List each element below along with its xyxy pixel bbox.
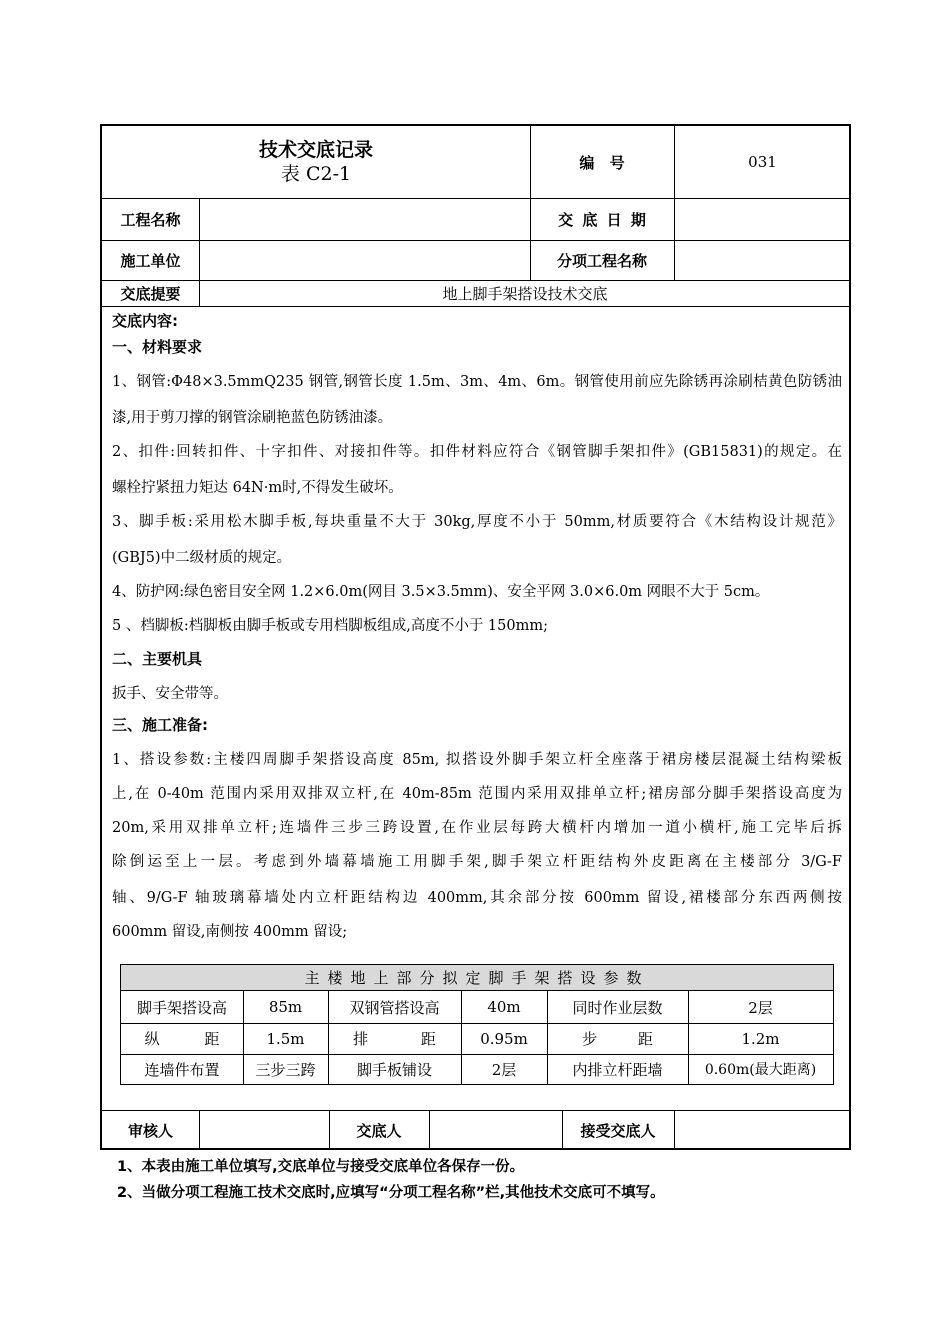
- material-item-1-cont: 漆,用于剪刀撑的钢管涂刷艳蓝色防锈油漆。: [112, 410, 393, 426]
- param-cell: 0.95m: [480, 1029, 528, 1048]
- param-cell: 0.60m(最大距离): [704, 1062, 817, 1078]
- param-cell: 同时作业层数: [572, 998, 663, 1017]
- param-cell: 内排立杆距墙: [572, 1060, 663, 1079]
- row-divider: [102, 306, 849, 307]
- material-item-4: 4、防护网:绿色密目安全网 1.2×6.0m(网目 3.5×3.5mm)、安全平网 3.0×6.0m 网眼不大于 5cm。: [112, 584, 770, 600]
- form-title: [102, 126, 530, 198]
- scaffold-parameter-table: [120, 964, 834, 1085]
- param-cell: 脚手架搭设高: [136, 998, 227, 1017]
- param-cell: 双钢管搭设高: [349, 998, 440, 1017]
- subproject-label: 分项工程名称: [556, 251, 647, 270]
- prep-line-3: 20m,采用双排单立杆;连墙件三步三跨设置,在作业层每跨大横杆内增加一道小横杆,施工完毕后拆: [112, 820, 842, 836]
- content-heading: 交底内容:: [112, 312, 178, 330]
- form-title-code: 表 C2-1: [280, 163, 352, 185]
- footnote-2: 2、当做分项工程施工技术交底时,应填写“分项工程名称”栏,其他技术交底可不填写。: [117, 1185, 665, 1201]
- param-cell: 85m: [268, 998, 303, 1016]
- param-cell: 1.2m: [741, 1029, 780, 1048]
- material-item-3-cont: (GBJ5)中二级材质的规定。: [112, 550, 292, 566]
- section-prep-title: 三、施工准备:: [112, 716, 208, 734]
- summary-value[interactable]: 地上脚手架搭设技术交底: [442, 284, 608, 303]
- date-label: 交 底 日 期: [558, 210, 646, 229]
- prep-line-4: 除倒运至上一层。考虑到外墙幕墙施工用脚手架,脚手架立杆距结构外皮距离在主楼部分 3/G-F: [112, 854, 842, 870]
- technical-disclosure-form: [100, 124, 851, 1150]
- contractor-label: 施工单位: [120, 251, 181, 270]
- material-item-2: 2、扣件:回转扣件、十字扣件、对接扣件等。扣件材料应符合《钢管脚手架扣件》(GB15831)的规定。在: [112, 444, 842, 460]
- form-title-main: 技术交底记录: [258, 139, 373, 161]
- discloser-field[interactable]: [429, 1110, 562, 1150]
- param-table-title: 主楼地上部分拟定脚手架搭设参数: [121, 965, 833, 991]
- material-item-2-cont: 螺栓拧紧扭力矩达 64N·m时,不得发生破坏。: [112, 480, 403, 496]
- prep-line-6: 600mm 留设,南侧按 400mm 留设;: [112, 924, 348, 940]
- footnote-1: 1、本表由施工单位填写,交底单位与接受交底单位各保存一份。: [117, 1159, 525, 1175]
- reviewer-label: 审核人: [127, 1121, 173, 1140]
- summary-label: 交底提要: [120, 284, 181, 303]
- discloser-label: 交底人: [356, 1121, 402, 1140]
- param-cell: 1.5m: [266, 1029, 305, 1048]
- project-name-label: 工程名称: [120, 210, 181, 229]
- param-cell: 三步三跨: [255, 1060, 316, 1079]
- project-name-field[interactable]: [199, 198, 530, 240]
- date-field[interactable]: [674, 198, 851, 240]
- param-cell: 40m: [487, 998, 521, 1016]
- reviewer-field[interactable]: [199, 1110, 329, 1150]
- prep-line-1: 1、搭设参数:主楼四周脚手架搭设高度 85m, 拟搭设外脚手架立杆全座落于裙房楼层混凝土结构梁板: [112, 752, 842, 768]
- prep-line-2: 上,在 0-40m 范围内采用双排双立杆,在 40m-85m 范围内采用双排单立杆;裙房部分脚手架搭设高度为: [112, 786, 842, 802]
- material-item-3: 3、脚手板:采用松木脚手板,每块重量不大于 30kg,厚度不小于 50mm,材质要符合《木结构设计规范》: [112, 514, 842, 530]
- param-cell: 排 距: [353, 1030, 436, 1048]
- section-tools-title: 二、主要机具: [112, 650, 203, 668]
- subproject-field[interactable]: [674, 240, 851, 280]
- material-item-1: 1、钢管:Φ48×3.5mmQ235 钢管,钢管长度 1.5m、3m、4m、6m。钢管使用前应先除锈再涂刷桔黄色防锈油: [112, 374, 842, 390]
- receiver-field[interactable]: [674, 1110, 851, 1150]
- tools-text: 扳手、安全带等。: [112, 686, 228, 702]
- param-cell: 脚手板铺设: [356, 1060, 432, 1079]
- param-cell: 纵 距: [144, 1030, 220, 1048]
- material-item-5: 5 、档脚板:档脚板由脚手板或专用档脚板组成,高度不小于 150mm;: [112, 618, 548, 634]
- receiver-label: 接受交底人: [580, 1121, 656, 1140]
- contractor-field[interactable]: [199, 240, 530, 280]
- number-label: 编 号: [579, 153, 625, 172]
- prep-line-5: 轴、9/G-F 轴玻璃幕墙处内立杆距结构边 400mm,其余部分按 600mm 留设,裙楼部分东西两侧按: [112, 890, 842, 906]
- param-cell: 2层: [491, 1060, 517, 1079]
- param-cell: 连墙件布置: [144, 1060, 220, 1079]
- param-cell: 步 距: [582, 1030, 653, 1048]
- number-value[interactable]: 031: [748, 153, 777, 171]
- param-cell: 2层: [748, 998, 773, 1017]
- section-materials-title: 一、材料要求: [112, 338, 203, 356]
